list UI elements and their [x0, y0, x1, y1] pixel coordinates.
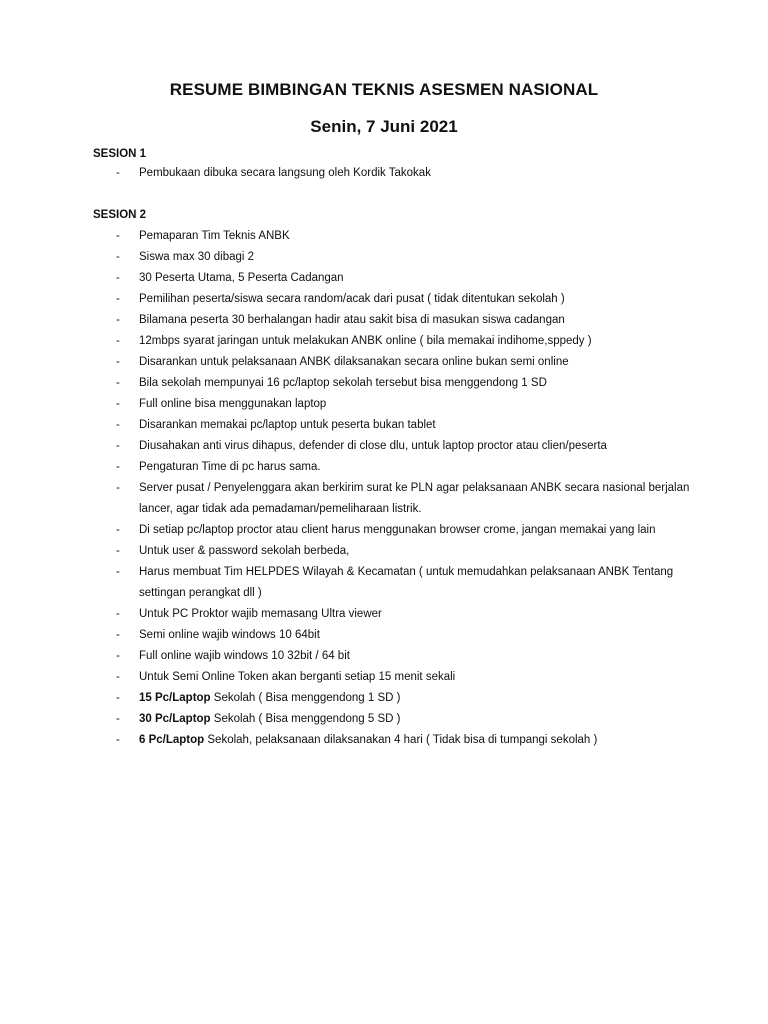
list-item-text: Untuk user & password sekolah berbeda, [139, 545, 350, 557]
bullet-dash: - [116, 419, 120, 431]
list-item-text: 12mbps syarat jaringan untuk melakukan ANBK online ( bila memakai indihome,sppedy ) [139, 335, 592, 347]
list-item [0, 730, 768, 751]
list-item-text: Di setiap pc/laptop proctor atau client harus menggunakan browser crome, jangan memakai yang lain [139, 524, 656, 536]
list-item [0, 331, 768, 352]
bullet-dash: - [116, 692, 120, 704]
list-item-text: Siswa max 30 dibagi 2 [139, 251, 255, 263]
list-item-text [139, 688, 699, 709]
list-item-text: Pengaturan Time di pc harus sama. [139, 461, 321, 473]
list-item [0, 688, 768, 709]
list-item-text: Disarankan memakai pc/laptop untuk peserta bukan tablet [139, 419, 436, 431]
list-item [0, 373, 768, 394]
bullet-dash: - [116, 671, 120, 683]
device-count-label: 30 Pc/Laptop [139, 713, 211, 725]
list-item [0, 226, 768, 247]
list-item-text: Full online wajib windows 10 32bit / 64 bit [139, 650, 350, 662]
list-item-text [139, 709, 699, 730]
list-item [0, 520, 768, 541]
bullet-dash: - [116, 314, 120, 326]
list-item-text: Server pusat / Penyelenggara akan berkirim surat ke PLN agar pelaksanaan ANBK secara nasional berjalan lancer, agar tidak ada pemadaman/pemeliharaan listrik. [139, 482, 690, 515]
list-item [0, 709, 768, 730]
list-item-text: Disarankan untuk pelaksanaan ANBK dilaksanakan secara online bukan semi online [139, 356, 569, 368]
list-item-text: Untuk PC Proktor wajib memasang Ultra viewer [139, 608, 382, 620]
list-item [0, 625, 768, 646]
document-date: Senin, 7 Juni 2021 [310, 117, 458, 136]
bullet-dash: - [116, 734, 120, 746]
list-item [0, 541, 768, 562]
list-item-text: Pemaparan Tim Teknis ANBK [139, 230, 290, 242]
list-item-text: Pembukaan dibuka secara langsung oleh Kordik Takokak [139, 167, 431, 179]
list-item [0, 268, 768, 289]
section-label-sesion-1: SESION 1 [93, 148, 147, 160]
sesion-2-list [0, 226, 768, 751]
list-item [0, 457, 768, 478]
bullet-dash: - [116, 230, 120, 242]
bullet-dash: - [116, 440, 120, 452]
bullet-dash: - [116, 398, 120, 410]
bullet-dash: - [116, 608, 120, 620]
bullet-dash: - [116, 356, 120, 368]
list-item-text: 30 Peserta Utama, 5 Peserta Cadangan [139, 272, 344, 284]
device-count-detail: Sekolah ( Bisa menggendong 5 SD ) [210, 713, 401, 725]
bullet-dash: - [116, 566, 120, 578]
list-item-text: Diusahakan anti virus dihapus, defender di close dlu, untuk laptop proctor atau clien/peserta [139, 440, 607, 452]
list-item-text: Pemilihan peserta/siswa secara random/acak dari pusat ( tidak ditentukan sekolah ) [139, 293, 565, 305]
bullet-dash: - [116, 272, 120, 284]
list-item [0, 289, 768, 310]
list-item-text [139, 730, 699, 751]
list-item [0, 415, 768, 436]
list-item [0, 247, 768, 268]
bullet-dash: - [116, 293, 120, 305]
list-item-text: Bilamana peserta 30 berhalangan hadir atau sakit bisa di masukan siswa cadangan [139, 314, 565, 326]
list-item [0, 394, 768, 415]
bullet-dash: - [116, 377, 120, 389]
list-item-text: Bila sekolah mempunyai 16 pc/laptop sekolah tersebut bisa menggendong 1 SD [139, 377, 547, 389]
list-item [0, 436, 768, 457]
list-item [0, 163, 768, 184]
bullet-dash: - [116, 482, 120, 494]
bullet-dash: - [116, 251, 120, 263]
bullet-dash: - [116, 650, 120, 662]
section-label-sesion-2: SESION 2 [93, 209, 147, 221]
device-count-label: 15 Pc/Laptop [139, 692, 211, 704]
list-item [0, 604, 768, 625]
list-item [0, 352, 768, 373]
list-item-text: Full online bisa menggunakan laptop [139, 398, 327, 410]
list-item [0, 562, 768, 604]
device-count-detail: Sekolah ( Bisa menggendong 1 SD ) [210, 692, 401, 704]
list-item [0, 310, 768, 331]
list-item [0, 646, 768, 667]
document-title: RESUME BIMBINGAN TEKNIS ASESMEN NASIONAL [169, 80, 599, 99]
device-count-detail: Sekolah, pelaksanaan dilaksanakan 4 hari ( Tidak bisa di tumpangi sekolah ) [204, 734, 598, 746]
list-item [0, 667, 768, 688]
bullet-dash: - [116, 167, 120, 179]
sesion-1-list [0, 163, 768, 184]
device-count-label: 6 Pc/Laptop [139, 734, 205, 746]
bullet-dash: - [116, 335, 120, 347]
bullet-dash: - [116, 461, 120, 473]
bullet-dash: - [116, 545, 120, 557]
bullet-dash: - [116, 629, 120, 641]
bullet-dash: - [116, 713, 120, 725]
list-item [0, 478, 768, 520]
list-item-text: Harus membuat Tim HELPDES Wilayah & Kecamatan ( untuk memudahkan pelaksanaan ANBK Tentang settingan perangkat dll ) [139, 566, 674, 599]
list-item-text: Semi online wajib windows 10 64bit [139, 629, 320, 641]
list-item-text: Untuk Semi Online Token akan berganti setiap 15 menit sekali [139, 671, 456, 683]
bullet-dash: - [116, 524, 120, 536]
